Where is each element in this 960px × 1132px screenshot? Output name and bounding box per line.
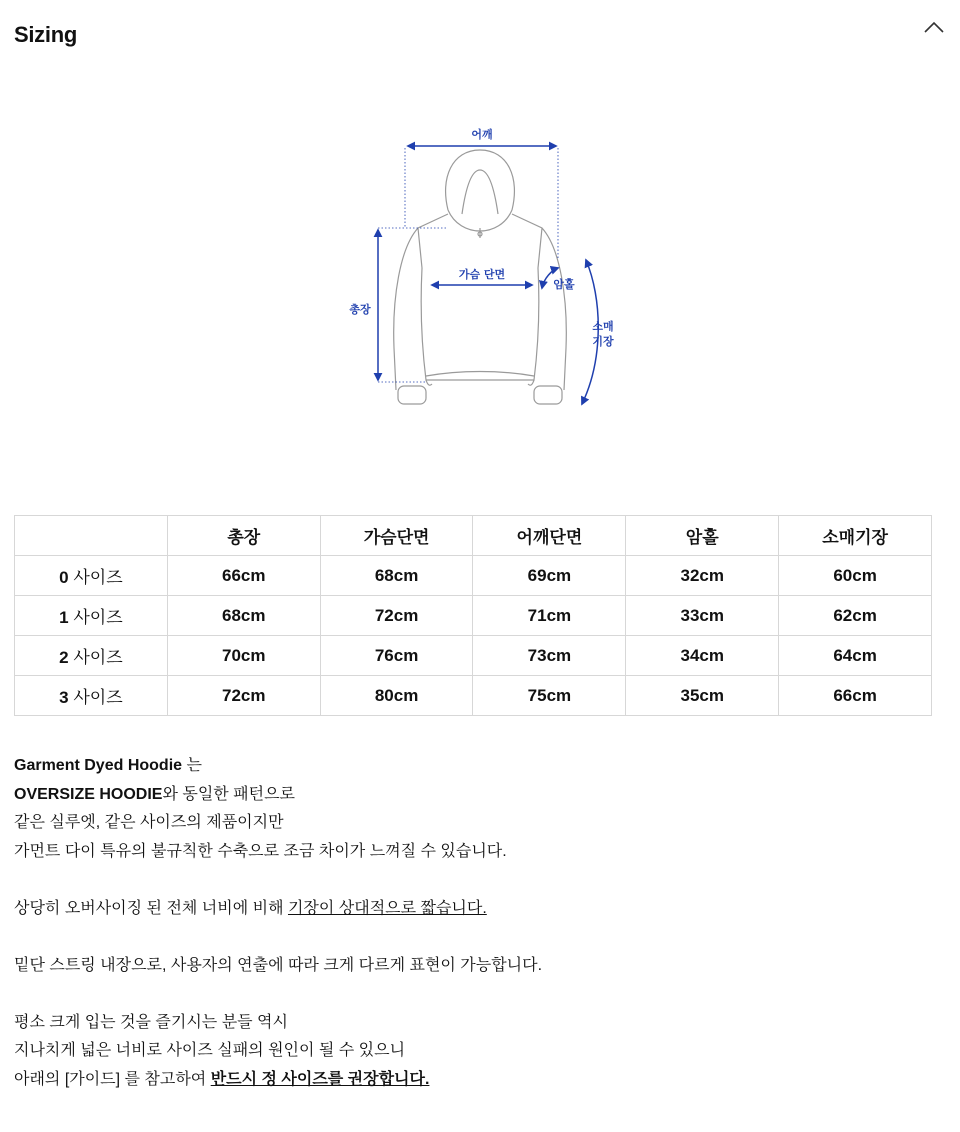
table-header-cell: 가슴단면 (320, 516, 473, 556)
size-label (15, 636, 168, 676)
table-cell: 70cm (167, 636, 320, 676)
table-header-cell: 소매기장 (779, 516, 932, 556)
size-label (15, 676, 168, 716)
description-line (14, 752, 934, 781)
table-header-cell: 어깨단면 (473, 516, 626, 556)
size-suffix: 사이즈 (73, 568, 123, 587)
description-line: 평소 크게 입는 것을 즐기시는 분들 역시 (14, 1013, 288, 1031)
table-cell: 33cm (626, 596, 779, 636)
table-cell: 66cm (167, 556, 320, 596)
spacer (14, 980, 934, 1009)
table-cell: 73cm (473, 636, 626, 676)
table-cell: 68cm (167, 596, 320, 636)
description-line (14, 895, 934, 924)
table-cell: 35cm (626, 676, 779, 716)
description-line (14, 1066, 934, 1095)
size-label (15, 556, 168, 596)
table-cell: 80cm (320, 676, 473, 716)
table-cell: 34cm (626, 636, 779, 676)
collapse-button[interactable] (920, 14, 948, 42)
table-cell: 60cm (779, 556, 932, 596)
product-name: Garment Dyed Hoodie (14, 757, 183, 774)
table-cell: 76cm (320, 636, 473, 676)
description-text: 아래의 [가이드] 를 참고하여 (14, 1070, 211, 1088)
product-description (14, 752, 934, 1094)
table-row (15, 636, 932, 676)
table-cell: 32cm (626, 556, 779, 596)
size-number: 3 (59, 688, 69, 707)
description-line: 지나치게 넓은 너비로 사이즈 실패의 원인이 될 수 있으니 (14, 1042, 406, 1059)
description-text: 와 동일한 패턴으로 (162, 785, 296, 803)
table-cell: 66cm (779, 676, 932, 716)
table-cell: 72cm (167, 676, 320, 716)
size-suffix: 사이즈 (73, 688, 123, 707)
spacer (14, 866, 934, 895)
table-row (15, 676, 932, 716)
armhole-label: 암홀 (553, 278, 575, 291)
table-header-cell: 총장 (167, 516, 320, 556)
table-cell: 68cm (320, 556, 473, 596)
table-cell: 72cm (320, 596, 473, 636)
table-cell: 62cm (779, 596, 932, 636)
description-line: 밑단 스트링 내장으로, 사용자의 연출에 따라 크게 다르게 표현이 가능합니다. (14, 956, 543, 974)
table-cell: 64cm (779, 636, 932, 676)
chevron-up-icon (920, 14, 948, 42)
table-row (15, 556, 932, 596)
section-title: Sizing (14, 22, 77, 47)
spacer (14, 923, 934, 952)
description-text: 상당히 오버사이징 된 전체 너비에 비해 (14, 899, 288, 917)
reference-product: OVERSIZE HOODIE (14, 785, 163, 803)
table-cell: 71cm (473, 596, 626, 636)
size-recommendation: 반드시 정 사이즈를 권장합니다. (210, 1070, 430, 1088)
table-cell: 69cm (473, 556, 626, 596)
table-header-cell (15, 516, 168, 556)
hoodie-illustration (330, 118, 630, 418)
table-header-cell: 암홀 (626, 516, 779, 556)
sleeve-label-2: 기장 (592, 335, 614, 348)
size-suffix: 사이즈 (73, 648, 123, 667)
description-line: 가먼트 다이 특유의 불규칙한 수축으로 조금 차이가 느껴질 수 있습니다. (14, 842, 507, 860)
table-row (15, 596, 932, 636)
description-line: 같은 실루엣, 같은 사이즈의 제품이지만 (14, 814, 284, 831)
chest-label: 가슴 단면 (458, 268, 506, 281)
size-suffix: 사이즈 (73, 608, 123, 627)
size-number: 1 (59, 608, 69, 627)
sizing-header (14, 20, 948, 54)
description-text: 는 (182, 757, 202, 774)
size-number: 2 (59, 648, 69, 667)
size-label (15, 596, 168, 636)
size-number: 0 (59, 568, 69, 587)
length-note: 기장이 상대적으로 짧습니다. (287, 899, 487, 917)
length-label: 총장 (349, 303, 371, 316)
shoulder-label: 어깨 (471, 128, 493, 141)
sleeve-label-1: 소매 (592, 320, 614, 333)
table-cell: 75cm (473, 676, 626, 716)
hoodie-size-diagram (330, 118, 630, 418)
description-line (14, 781, 934, 810)
table-header-row (15, 516, 932, 556)
size-table (14, 515, 932, 716)
